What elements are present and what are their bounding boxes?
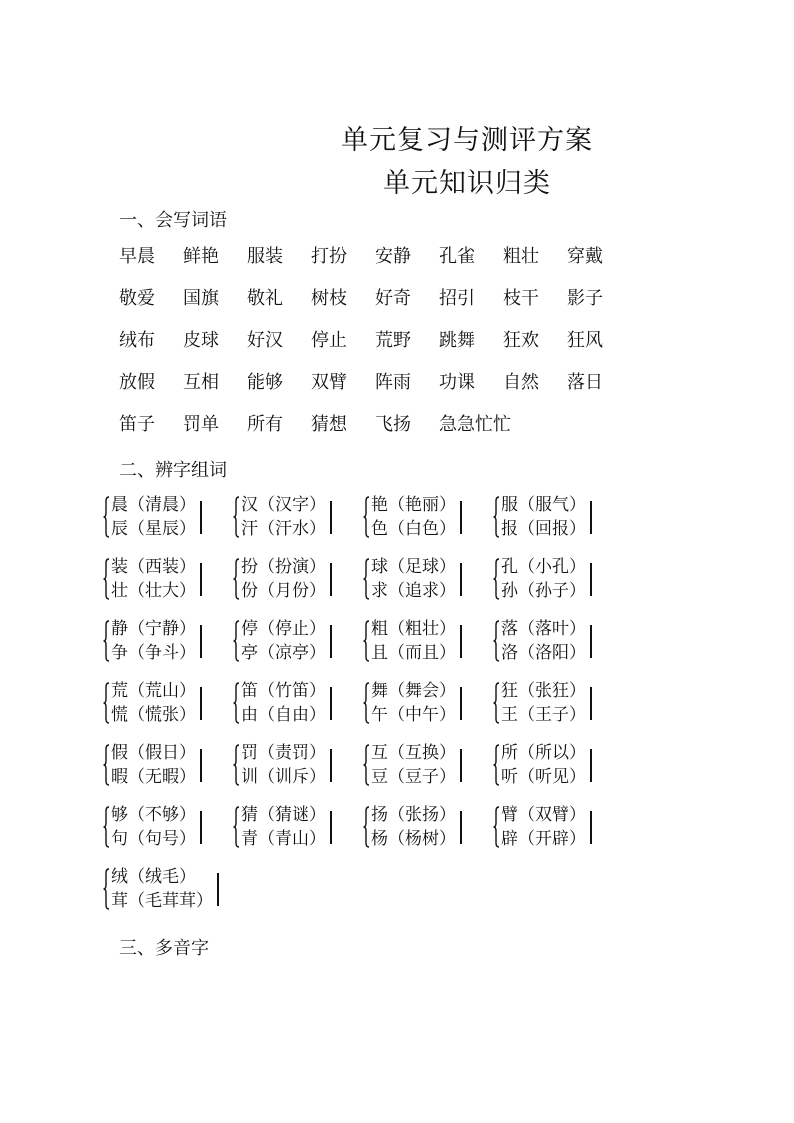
char-pair — [493, 803, 623, 851]
vocab-word: 自然 — [503, 372, 539, 393]
pair-line-bottom: 报（回报） — [501, 519, 586, 539]
left-brace — [493, 496, 500, 538]
char-pair — [103, 555, 233, 603]
vocab-word: 罚单 — [183, 414, 219, 435]
vocab-word: 孔雀 — [439, 246, 475, 267]
left-brace — [233, 620, 240, 662]
left-brace — [363, 620, 370, 662]
char-pair — [103, 865, 233, 913]
pair-line-top: 艳（艳丽） — [371, 495, 456, 515]
pair-line-top: 服（服气） — [501, 495, 586, 515]
pair-line-top: 狂（张狂） — [501, 681, 586, 701]
pair-line-bottom: 由（自由） — [241, 705, 326, 725]
pair-line-bottom: 暇（无暇） — [111, 767, 196, 787]
left-brace — [103, 744, 110, 786]
char-pair — [103, 803, 233, 851]
pair-line-top: 罚（责罚） — [241, 743, 326, 763]
left-brace — [493, 806, 500, 848]
pair-line-top: 互（互换） — [371, 743, 456, 763]
char-pair — [233, 679, 363, 727]
left-brace — [363, 682, 370, 724]
pair-line-bottom: 汗（汗水） — [241, 519, 326, 539]
pair-line-bottom: 求（追求） — [371, 581, 456, 601]
right-bracket — [460, 625, 462, 658]
right-bracket — [590, 687, 592, 720]
char-pair — [103, 679, 233, 727]
pair-line-bottom: 色（白色） — [371, 519, 456, 539]
right-bracket — [330, 811, 332, 844]
pair-line-bottom: 且（而且） — [371, 643, 456, 663]
left-brace — [103, 558, 110, 600]
right-bracket — [590, 811, 592, 844]
vocab-word: 跳舞 — [439, 330, 475, 351]
vocab-word: 穿戴 — [567, 246, 603, 267]
left-brace — [103, 806, 110, 848]
character-pairs-grid — [103, 493, 623, 913]
pair-line-top: 孔（小孔） — [501, 557, 586, 577]
pair-line-bottom: 亭（凉亭） — [241, 643, 326, 663]
vocab-word: 安静 — [375, 246, 411, 267]
right-bracket — [590, 625, 592, 658]
pair-line-bottom: 训（训斥） — [241, 767, 326, 787]
vocab-word: 皮球 — [183, 330, 219, 351]
vocab-word: 好奇 — [375, 288, 411, 309]
char-pair — [233, 803, 363, 851]
left-brace — [493, 744, 500, 786]
pair-line-bottom: 王（王子） — [501, 705, 586, 725]
left-brace — [493, 620, 500, 662]
left-brace — [493, 558, 500, 600]
left-brace — [363, 744, 370, 786]
vocab-word: 双臂 — [311, 372, 347, 393]
right-bracket — [330, 749, 332, 782]
char-pair — [493, 555, 623, 603]
right-bracket — [590, 563, 592, 596]
left-brace — [493, 682, 500, 724]
vocab-word: 招引 — [439, 288, 475, 309]
right-bracket — [200, 501, 202, 534]
right-bracket — [200, 563, 202, 596]
vocabulary-grid — [119, 245, 631, 437]
char-pair — [103, 741, 233, 789]
left-brace — [233, 496, 240, 538]
char-pair — [363, 679, 493, 727]
vocab-word: 猜想 — [311, 414, 347, 435]
vocab-word: 笛子 — [119, 414, 155, 435]
vocab-word: 停止 — [311, 330, 347, 351]
char-pair — [493, 741, 623, 789]
vocab-word: 绒布 — [119, 330, 155, 351]
left-brace — [233, 558, 240, 600]
right-bracket — [330, 501, 332, 534]
left-brace — [103, 868, 110, 910]
char-pair — [103, 617, 233, 665]
pair-line-top: 装（西装） — [111, 557, 196, 577]
vocab-word: 敬爱 — [119, 288, 155, 309]
pair-line-top: 扬（张扬） — [371, 805, 456, 825]
char-pair — [363, 803, 493, 851]
pair-line-bottom: 份（月份） — [241, 581, 326, 601]
pair-line-top: 舞（舞会） — [371, 681, 456, 701]
pair-line-bottom: 句（句号） — [111, 829, 196, 849]
vocab-word: 服装 — [247, 246, 283, 267]
vocab-word: 树枝 — [311, 288, 347, 309]
page-title: 单元复习与测评方案 — [341, 125, 593, 156]
char-pair — [233, 617, 363, 665]
right-bracket — [460, 687, 462, 720]
pair-line-bottom: 茸（毛茸茸） — [111, 891, 213, 911]
vocab-word: 荒野 — [375, 330, 411, 351]
pair-line-top: 荒（荒山） — [111, 681, 196, 701]
left-brace — [103, 682, 110, 724]
right-bracket — [590, 501, 592, 534]
pair-line-bottom: 杨（杨树） — [371, 829, 456, 849]
vocab-word: 能够 — [247, 372, 283, 393]
char-pair — [493, 493, 623, 541]
vocab-word: 好汉 — [247, 330, 283, 351]
pair-line-top: 静（宁静） — [111, 619, 196, 639]
left-brace — [233, 682, 240, 724]
char-pair — [103, 493, 233, 541]
pair-line-bottom: 豆（豆子） — [371, 767, 456, 787]
vocab-word: 国旗 — [183, 288, 219, 309]
pair-line-top: 汉（汉字） — [241, 495, 326, 515]
pair-line-top: 晨（清晨） — [111, 495, 196, 515]
vocab-word: 飞扬 — [375, 414, 411, 435]
char-pair — [363, 555, 493, 603]
char-pair — [233, 493, 363, 541]
vocab-word: 急急忙忙 — [439, 414, 511, 435]
vocab-word: 打扮 — [311, 246, 347, 267]
pair-line-top: 够（不够） — [111, 805, 196, 825]
pair-line-bottom: 壮（壮大） — [111, 581, 196, 601]
left-brace — [233, 806, 240, 848]
left-brace — [233, 744, 240, 786]
char-pair — [493, 679, 623, 727]
right-bracket — [330, 625, 332, 658]
right-bracket — [460, 811, 462, 844]
pair-line-top: 臂（双臂） — [501, 805, 586, 825]
char-pair — [363, 493, 493, 541]
right-bracket — [200, 749, 202, 782]
vocab-word: 早晨 — [119, 246, 155, 267]
pair-line-top: 停（停止） — [241, 619, 326, 639]
left-brace — [103, 620, 110, 662]
vocab-word: 鲜艳 — [183, 246, 219, 267]
pair-line-top: 粗（粗壮） — [371, 619, 456, 639]
char-pair — [363, 741, 493, 789]
right-bracket — [590, 749, 592, 782]
vocab-word: 阵雨 — [375, 372, 411, 393]
pair-line-top: 所（所以） — [501, 743, 586, 763]
right-bracket — [200, 811, 202, 844]
vocab-word: 敬礼 — [247, 288, 283, 309]
vocab-word: 所有 — [247, 414, 283, 435]
pair-line-bottom: 争（争斗） — [111, 643, 196, 663]
left-brace — [363, 806, 370, 848]
pair-line-bottom: 听（听见） — [501, 767, 586, 787]
vocab-word: 互相 — [183, 372, 219, 393]
pair-line-top: 扮（扮演） — [241, 557, 326, 577]
left-brace — [363, 558, 370, 600]
right-bracket — [460, 749, 462, 782]
section-heading-write-words: 一、会写词语 — [119, 210, 227, 231]
left-brace — [363, 496, 370, 538]
pair-line-bottom: 孙（孙子） — [501, 581, 586, 601]
pair-line-bottom: 辰（星辰） — [111, 519, 196, 539]
vocab-word: 枝干 — [503, 288, 539, 309]
vocab-word: 功课 — [439, 372, 475, 393]
right-bracket — [460, 501, 462, 534]
pair-line-top: 球（足球） — [371, 557, 456, 577]
section-heading-polyphones: 三、多音字 — [119, 938, 209, 959]
pair-line-top: 假（假日） — [111, 743, 196, 763]
char-pair — [233, 555, 363, 603]
vocab-word: 狂欢 — [503, 330, 539, 351]
pair-line-bottom: 慌（慌张） — [111, 705, 196, 725]
pair-line-bottom: 午（中午） — [371, 705, 456, 725]
pair-line-bottom: 辟（开辟） — [501, 829, 586, 849]
char-pair — [363, 617, 493, 665]
vocab-word: 粗壮 — [503, 246, 539, 267]
section-heading-distinguish: 二、辨字组词 — [119, 460, 227, 481]
right-bracket — [460, 563, 462, 596]
pair-line-bottom: 青（青山） — [241, 829, 326, 849]
page-subtitle: 单元知识归类 — [383, 168, 551, 199]
char-pair — [493, 617, 623, 665]
char-pair — [233, 741, 363, 789]
right-bracket — [200, 687, 202, 720]
vocab-word: 放假 — [119, 372, 155, 393]
vocab-word: 落日 — [567, 372, 603, 393]
left-brace — [103, 496, 110, 538]
pair-line-top: 落（落叶） — [501, 619, 586, 639]
right-bracket — [330, 563, 332, 596]
right-bracket — [330, 687, 332, 720]
vocab-word: 狂风 — [567, 330, 603, 351]
pair-line-bottom: 洛（洛阳） — [501, 643, 586, 663]
pair-line-top: 笛（竹笛） — [241, 681, 326, 701]
pair-line-top: 猜（猜谜） — [241, 805, 326, 825]
vocab-word: 影子 — [567, 288, 603, 309]
right-bracket — [200, 625, 202, 658]
pair-line-top: 绒（绒毛） — [111, 867, 196, 887]
right-bracket — [217, 873, 219, 906]
